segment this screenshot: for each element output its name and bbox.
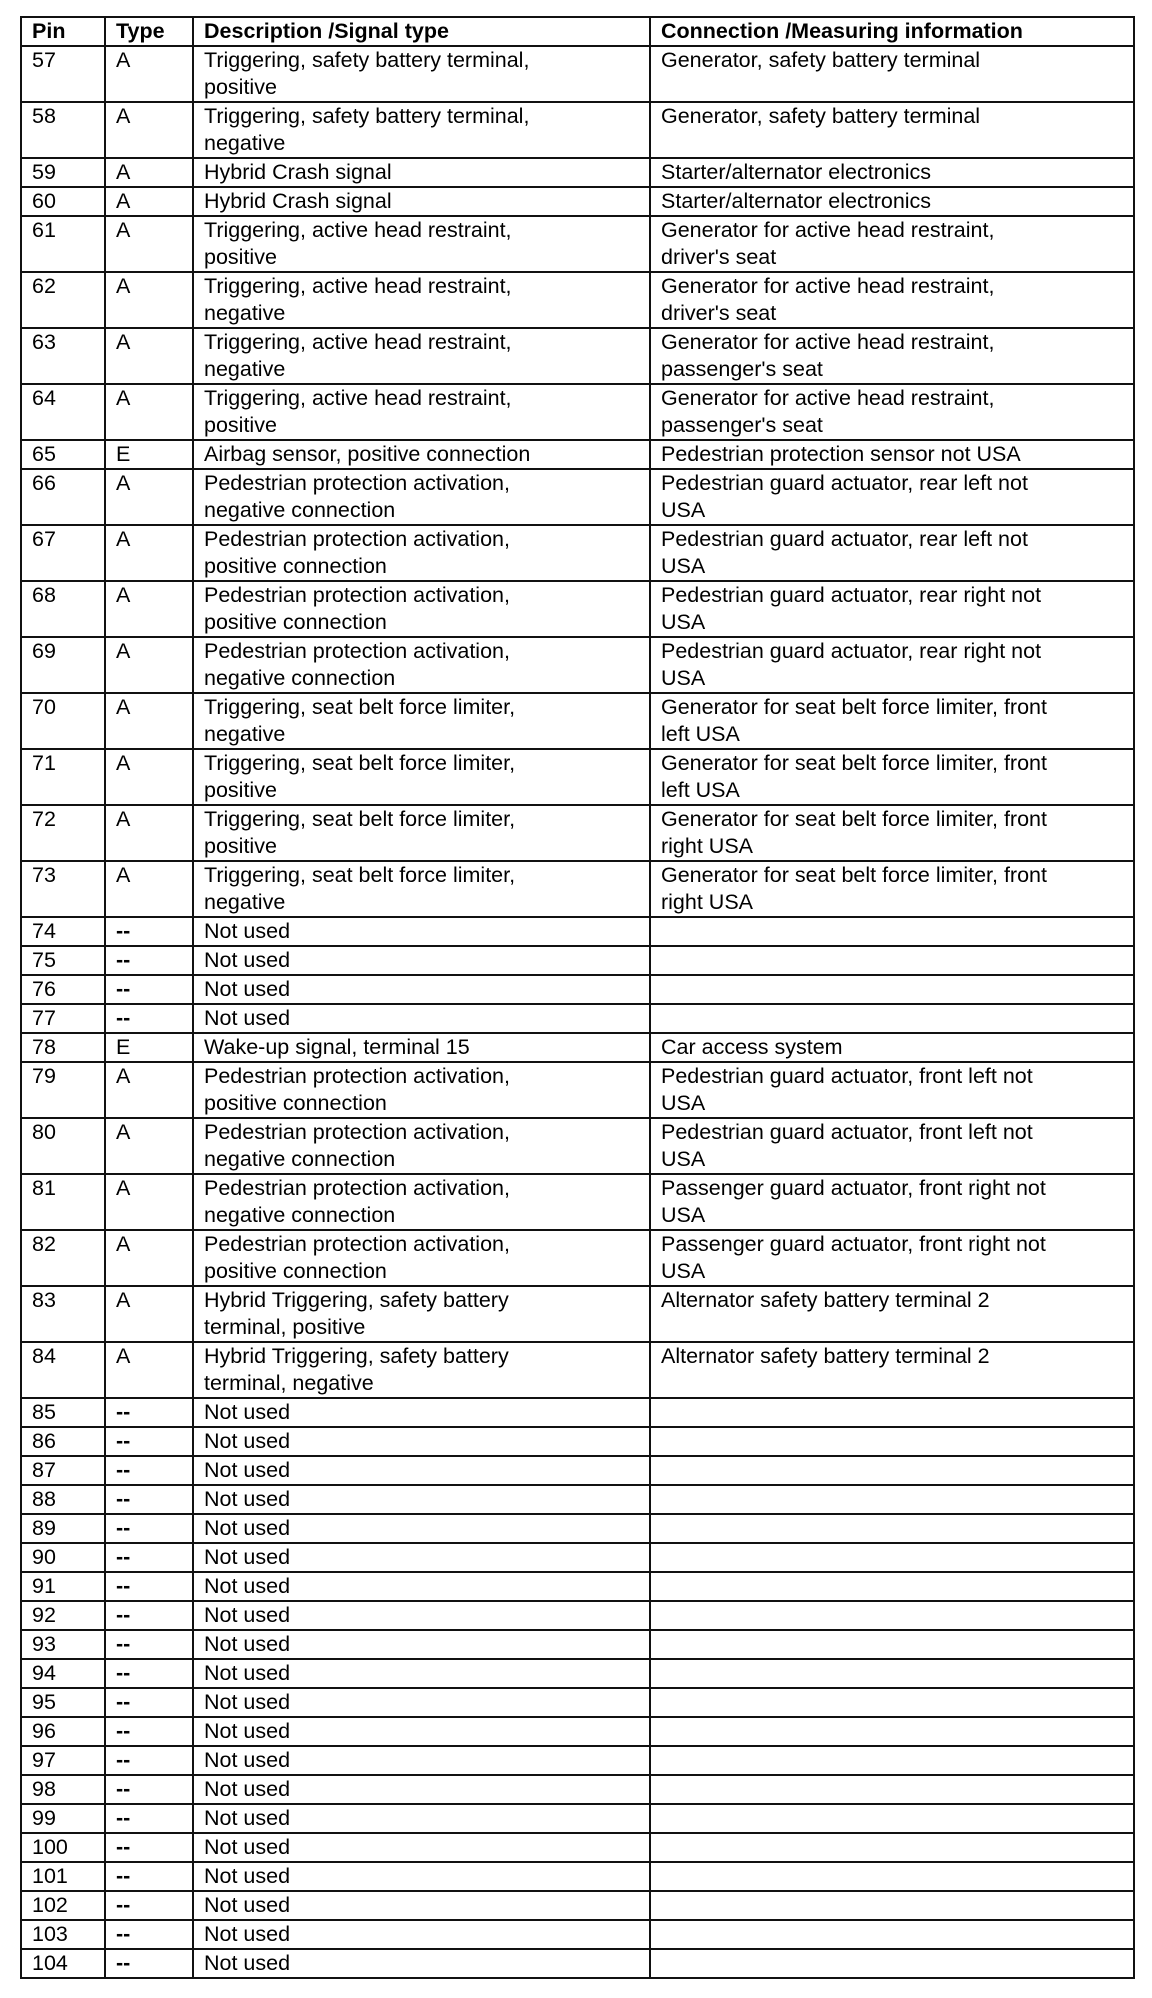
table-row xyxy=(21,946,1134,975)
pin-cell: 83 xyxy=(21,1286,105,1342)
pin-cell: 66 xyxy=(21,469,105,525)
pin-cell: 78 xyxy=(21,1033,105,1062)
description-cell: Pedestrian protection activation, negative connection xyxy=(193,1118,650,1174)
table-row xyxy=(21,1174,1134,1230)
pin-cell: 92 xyxy=(21,1601,105,1630)
description-cell: Not used xyxy=(193,1775,650,1804)
description-cell: Not used xyxy=(193,1862,650,1891)
connection-cell xyxy=(650,1485,1134,1514)
type-cell: -- xyxy=(105,1427,193,1456)
connection-cell: Alternator safety battery terminal 2 xyxy=(650,1342,1134,1398)
type-cell: -- xyxy=(105,1717,193,1746)
pin-cell: 84 xyxy=(21,1342,105,1398)
description-cell: Hybrid Triggering, safety battery terminal, negative xyxy=(193,1342,650,1398)
table-row xyxy=(21,384,1134,440)
pin-cell: 99 xyxy=(21,1804,105,1833)
type-cell: -- xyxy=(105,1920,193,1949)
type-cell: -- xyxy=(105,1862,193,1891)
table-row xyxy=(21,975,1134,1004)
pin-cell: 74 xyxy=(21,917,105,946)
table-row xyxy=(21,805,1134,861)
description-cell: Pedestrian protection activation, negative connection xyxy=(193,469,650,525)
connection-cell xyxy=(650,1456,1134,1485)
description-cell: Not used xyxy=(193,1746,650,1775)
type-cell: A xyxy=(105,1230,193,1286)
type-cell: A xyxy=(105,749,193,805)
pin-assignment-table xyxy=(20,16,1135,1979)
connection-cell: Generator for active head restraint, driver's seat xyxy=(650,272,1134,328)
type-cell: A xyxy=(105,1062,193,1118)
type-cell: A xyxy=(105,861,193,917)
connection-cell: Generator for active head restraint, passenger's seat xyxy=(650,328,1134,384)
pin-cell: 85 xyxy=(21,1398,105,1427)
description-cell: Pedestrian protection activation, positive connection xyxy=(193,525,650,581)
type-cell: -- xyxy=(105,1949,193,1978)
type-cell: -- xyxy=(105,917,193,946)
connection-cell xyxy=(650,1398,1134,1427)
table-row xyxy=(21,158,1134,187)
description-cell: Pedestrian protection activation, positive connection xyxy=(193,581,650,637)
pin-cell: 59 xyxy=(21,158,105,187)
type-cell: A xyxy=(105,805,193,861)
connection-cell: Generator, safety battery terminal xyxy=(650,102,1134,158)
description-cell: Triggering, active head restraint, negative xyxy=(193,272,650,328)
type-cell: A xyxy=(105,187,193,216)
pin-cell: 88 xyxy=(21,1485,105,1514)
pin-cell: 68 xyxy=(21,581,105,637)
header-pin: Pin xyxy=(21,17,105,46)
type-cell: A xyxy=(105,525,193,581)
pin-cell: 64 xyxy=(21,384,105,440)
description-cell: Triggering, seat belt force limiter, negative xyxy=(193,861,650,917)
description-cell: Not used xyxy=(193,1920,650,1949)
table-row xyxy=(21,1833,1134,1862)
description-cell: Pedestrian protection activation, negative connection xyxy=(193,637,650,693)
type-cell: A xyxy=(105,1286,193,1342)
connection-cell: Pedestrian guard actuator, rear right not USA xyxy=(650,581,1134,637)
pin-cell: 81 xyxy=(21,1174,105,1230)
table-row xyxy=(21,693,1134,749)
table-row xyxy=(21,1630,1134,1659)
table-row xyxy=(21,1949,1134,1978)
description-cell: Pedestrian protection activation, negative connection xyxy=(193,1174,650,1230)
table-row xyxy=(21,637,1134,693)
description-cell: Not used xyxy=(193,1804,650,1833)
connection-cell xyxy=(650,1688,1134,1717)
connection-cell: Generator for active head restraint, passenger's seat xyxy=(650,384,1134,440)
type-cell: -- xyxy=(105,1398,193,1427)
type-cell: A xyxy=(105,637,193,693)
type-cell: A xyxy=(105,693,193,749)
description-cell: Triggering, seat belt force limiter, negative xyxy=(193,693,650,749)
connection-cell xyxy=(650,1514,1134,1543)
connection-cell xyxy=(650,1543,1134,1572)
header-type: Type xyxy=(105,17,193,46)
connection-cell: Generator for active head restraint, driver's seat xyxy=(650,216,1134,272)
connection-cell: Generator for seat belt force limiter, front left USA xyxy=(650,693,1134,749)
description-cell: Not used xyxy=(193,917,650,946)
connection-cell xyxy=(650,1427,1134,1456)
pin-cell: 87 xyxy=(21,1456,105,1485)
table-row xyxy=(21,1920,1134,1949)
pin-cell: 67 xyxy=(21,525,105,581)
type-cell: A xyxy=(105,158,193,187)
connection-cell xyxy=(650,1601,1134,1630)
table-row xyxy=(21,187,1134,216)
type-cell: -- xyxy=(105,1630,193,1659)
description-cell: Not used xyxy=(193,1004,650,1033)
pin-cell: 71 xyxy=(21,749,105,805)
connection-cell xyxy=(650,1717,1134,1746)
pin-cell: 101 xyxy=(21,1862,105,1891)
type-cell: A xyxy=(105,1118,193,1174)
pin-cell: 76 xyxy=(21,975,105,1004)
pin-cell: 72 xyxy=(21,805,105,861)
connection-cell: Pedestrian guard actuator, front left not USA xyxy=(650,1118,1134,1174)
table-row xyxy=(21,440,1134,469)
description-cell: Not used xyxy=(193,1572,650,1601)
pin-cell: 90 xyxy=(21,1543,105,1572)
connection-cell xyxy=(650,1659,1134,1688)
description-cell: Not used xyxy=(193,1659,650,1688)
description-cell: Wake-up signal, terminal 15 xyxy=(193,1033,650,1062)
table-row xyxy=(21,525,1134,581)
pin-cell: 60 xyxy=(21,187,105,216)
pin-cell: 57 xyxy=(21,46,105,102)
table-row xyxy=(21,216,1134,272)
connection-cell xyxy=(650,1004,1134,1033)
pin-cell: 104 xyxy=(21,1949,105,1978)
pin-cell: 93 xyxy=(21,1630,105,1659)
type-cell: A xyxy=(105,1174,193,1230)
type-cell: -- xyxy=(105,1514,193,1543)
type-cell: -- xyxy=(105,1456,193,1485)
type-cell: E xyxy=(105,1033,193,1062)
type-cell: A xyxy=(105,328,193,384)
table-row xyxy=(21,1572,1134,1601)
type-cell: -- xyxy=(105,1833,193,1862)
type-cell: A xyxy=(105,216,193,272)
table-row xyxy=(21,1286,1134,1342)
type-cell: -- xyxy=(105,1601,193,1630)
table-row xyxy=(21,1514,1134,1543)
table-row xyxy=(21,1543,1134,1572)
table-row xyxy=(21,1456,1134,1485)
table-row xyxy=(21,469,1134,525)
table-row xyxy=(21,861,1134,917)
table-row xyxy=(21,272,1134,328)
connection-cell: Generator for seat belt force limiter, front left USA xyxy=(650,749,1134,805)
table-row xyxy=(21,581,1134,637)
connection-cell: Pedestrian guard actuator, rear left not USA xyxy=(650,525,1134,581)
table-row xyxy=(21,1062,1134,1118)
table-row xyxy=(21,1775,1134,1804)
connection-cell xyxy=(650,1775,1134,1804)
pin-cell: 61 xyxy=(21,216,105,272)
pin-cell: 98 xyxy=(21,1775,105,1804)
table-row xyxy=(21,1746,1134,1775)
pin-cell: 91 xyxy=(21,1572,105,1601)
type-cell: A xyxy=(105,1342,193,1398)
type-cell: -- xyxy=(105,946,193,975)
connection-cell: Pedestrian protection sensor not USA xyxy=(650,440,1134,469)
pin-cell: 65 xyxy=(21,440,105,469)
connection-cell: Pedestrian guard actuator, front left not USA xyxy=(650,1062,1134,1118)
pin-cell: 77 xyxy=(21,1004,105,1033)
type-cell: A xyxy=(105,469,193,525)
pin-cell: 70 xyxy=(21,693,105,749)
pin-cell: 69 xyxy=(21,637,105,693)
description-cell: Not used xyxy=(193,1833,650,1862)
pin-cell: 89 xyxy=(21,1514,105,1543)
table-row xyxy=(21,1804,1134,1833)
type-cell: -- xyxy=(105,1804,193,1833)
type-cell: A xyxy=(105,384,193,440)
type-cell: -- xyxy=(105,1688,193,1717)
description-cell: Not used xyxy=(193,1514,650,1543)
description-cell: Pedestrian protection activation, positive connection xyxy=(193,1062,650,1118)
description-cell: Not used xyxy=(193,1456,650,1485)
table-row xyxy=(21,749,1134,805)
pin-cell: 97 xyxy=(21,1746,105,1775)
pin-cell: 94 xyxy=(21,1659,105,1688)
pin-cell: 96 xyxy=(21,1717,105,1746)
pin-cell: 58 xyxy=(21,102,105,158)
connection-cell xyxy=(650,946,1134,975)
table-row xyxy=(21,46,1134,102)
connection-cell xyxy=(650,975,1134,1004)
header-connection: Connection /Measuring information xyxy=(650,17,1134,46)
type-cell: -- xyxy=(105,1485,193,1514)
description-cell: Not used xyxy=(193,1543,650,1572)
type-cell: -- xyxy=(105,1004,193,1033)
table-row xyxy=(21,1342,1134,1398)
type-cell: -- xyxy=(105,1775,193,1804)
description-cell: Not used xyxy=(193,1891,650,1920)
connection-cell xyxy=(650,1630,1134,1659)
connection-cell: Pedestrian guard actuator, rear right not USA xyxy=(650,637,1134,693)
description-cell: Pedestrian protection activation, positive connection xyxy=(193,1230,650,1286)
description-cell: Airbag sensor, positive connection xyxy=(193,440,650,469)
description-cell: Hybrid Triggering, safety battery terminal, positive xyxy=(193,1286,650,1342)
description-cell: Hybrid Crash signal xyxy=(193,187,650,216)
connection-cell: Passenger guard actuator, front right not USA xyxy=(650,1230,1134,1286)
pin-cell: 80 xyxy=(21,1118,105,1174)
description-cell: Not used xyxy=(193,946,650,975)
description-cell: Triggering, active head restraint, positive xyxy=(193,384,650,440)
table-row xyxy=(21,1717,1134,1746)
header-description: Description /Signal type xyxy=(193,17,650,46)
table-row xyxy=(21,1427,1134,1456)
table-row xyxy=(21,1891,1134,1920)
connection-cell xyxy=(650,1746,1134,1775)
table-row xyxy=(21,1688,1134,1717)
connection-cell: Starter/alternator electronics xyxy=(650,187,1134,216)
connection-cell: Car access system xyxy=(650,1033,1134,1062)
type-cell: -- xyxy=(105,1891,193,1920)
table-row xyxy=(21,1601,1134,1630)
pin-cell: 103 xyxy=(21,1920,105,1949)
description-cell: Hybrid Crash signal xyxy=(193,158,650,187)
table-row xyxy=(21,1230,1134,1286)
type-cell: -- xyxy=(105,1572,193,1601)
description-cell: Triggering, seat belt force limiter, positive xyxy=(193,805,650,861)
description-cell: Not used xyxy=(193,1601,650,1630)
connection-cell: Generator for seat belt force limiter, front right USA xyxy=(650,861,1134,917)
table-row xyxy=(21,917,1134,946)
pin-cell: 82 xyxy=(21,1230,105,1286)
table-row xyxy=(21,102,1134,158)
description-cell: Triggering, seat belt force limiter, positive xyxy=(193,749,650,805)
description-cell: Triggering, active head restraint, negative xyxy=(193,328,650,384)
type-cell: -- xyxy=(105,1659,193,1688)
description-cell: Not used xyxy=(193,1717,650,1746)
connection-cell xyxy=(650,917,1134,946)
description-cell: Not used xyxy=(193,975,650,1004)
pin-cell: 102 xyxy=(21,1891,105,1920)
table-body xyxy=(21,46,1134,1978)
description-cell: Triggering, safety battery terminal, positive xyxy=(193,46,650,102)
pin-cell: 86 xyxy=(21,1427,105,1456)
connection-cell xyxy=(650,1949,1134,1978)
type-cell: -- xyxy=(105,1543,193,1572)
pin-cell: 100 xyxy=(21,1833,105,1862)
description-cell: Triggering, safety battery terminal, negative xyxy=(193,102,650,158)
pin-cell: 73 xyxy=(21,861,105,917)
pin-cell: 75 xyxy=(21,946,105,975)
pin-cell: 62 xyxy=(21,272,105,328)
pin-cell: 79 xyxy=(21,1062,105,1118)
type-cell: A xyxy=(105,272,193,328)
description-cell: Not used xyxy=(193,1398,650,1427)
table-row xyxy=(21,1398,1134,1427)
connection-cell xyxy=(650,1804,1134,1833)
type-cell: E xyxy=(105,440,193,469)
table-row xyxy=(21,1862,1134,1891)
table-row xyxy=(21,1485,1134,1514)
table-row xyxy=(21,1659,1134,1688)
connection-cell: Generator, safety battery terminal xyxy=(650,46,1134,102)
connection-cell xyxy=(650,1920,1134,1949)
connection-cell: Generator for seat belt force limiter, front right USA xyxy=(650,805,1134,861)
connection-cell: Pedestrian guard actuator, rear left not USA xyxy=(650,469,1134,525)
type-cell: A xyxy=(105,102,193,158)
description-cell: Not used xyxy=(193,1427,650,1456)
pin-cell: 95 xyxy=(21,1688,105,1717)
connection-cell xyxy=(650,1862,1134,1891)
table-row xyxy=(21,1004,1134,1033)
type-cell: -- xyxy=(105,975,193,1004)
connection-cell: Passenger guard actuator, front right not USA xyxy=(650,1174,1134,1230)
description-cell: Not used xyxy=(193,1485,650,1514)
table-row xyxy=(21,1118,1134,1174)
connection-cell xyxy=(650,1833,1134,1862)
connection-cell xyxy=(650,1572,1134,1601)
description-cell: Not used xyxy=(193,1949,650,1978)
table-header-row xyxy=(21,17,1134,46)
connection-cell: Starter/alternator electronics xyxy=(650,158,1134,187)
description-cell: Not used xyxy=(193,1688,650,1717)
type-cell: A xyxy=(105,581,193,637)
table-row xyxy=(21,1033,1134,1062)
type-cell: -- xyxy=(105,1746,193,1775)
pin-cell: 63 xyxy=(21,328,105,384)
connection-cell xyxy=(650,1891,1134,1920)
type-cell: A xyxy=(105,46,193,102)
connection-cell: Alternator safety battery terminal 2 xyxy=(650,1286,1134,1342)
table-row xyxy=(21,328,1134,384)
description-cell: Triggering, active head restraint, positive xyxy=(193,216,650,272)
description-cell: Not used xyxy=(193,1630,650,1659)
